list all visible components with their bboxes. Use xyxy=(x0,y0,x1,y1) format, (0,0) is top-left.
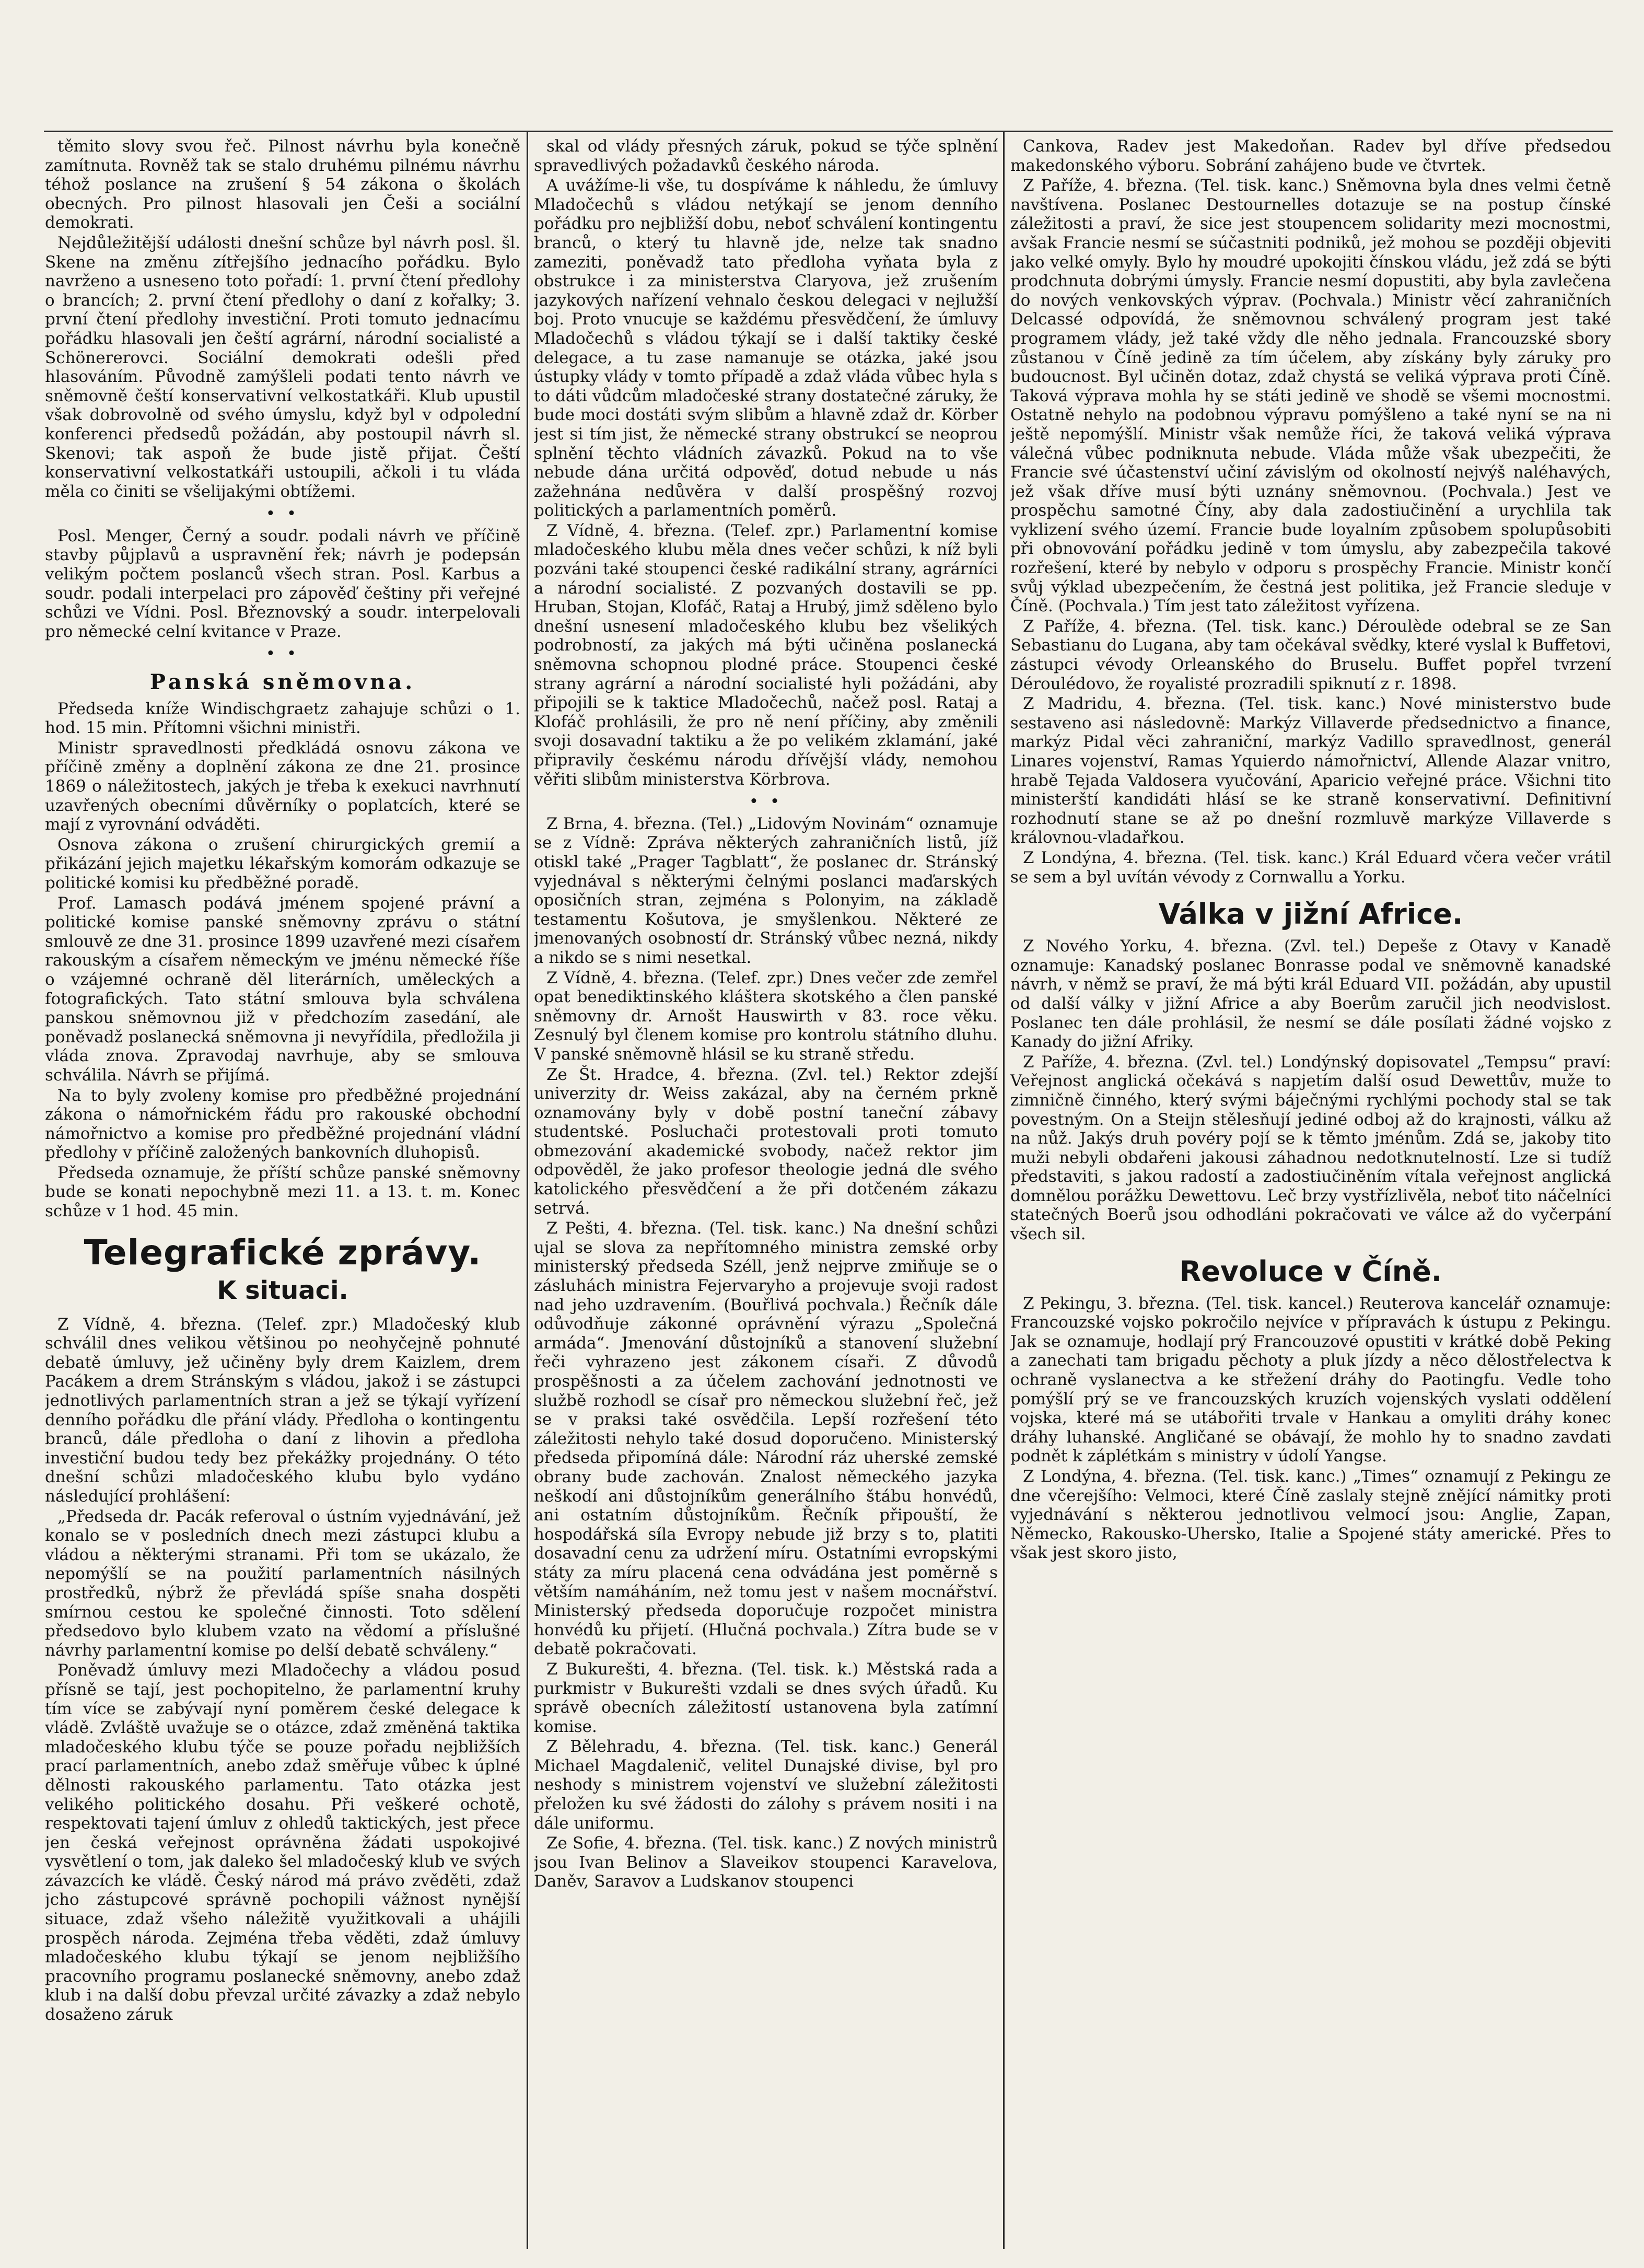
article-paragraph: Z Pešti, 4. března. (Tel. tisk. kanc.) Na dnešní schůzi ujal se slova za nepřítomného ministra zemské orby ministerský předseda Széll, jenž nejprve zmiňuje se o zásluhách ministra Fejervaryho a projevuje svoji radost nad jeho uzdravením. (Bouřlivá pochvala.) Řečník dále odůvodňuje zákonné oprávnění výrazu „Společná armáda“. Jmenování důstojníků a stanovení služební řeči vyhrazeno jest zákonem císaři. Z důvodů prospěšnosti a za účelem zachování jednotnosti ve službě rozhodl se císař pro německou služební řeč, jež se v praksi také osvědčila. Lepší rozřešení této záležitosti nehylo také dosud doporučeno. Ministerský předseda připomíná dále: Národní ráz uherské zemské obrany bude zachován. Znalost německého jazyka neškodí ani důstojníkům generálního štábu honvédů, ani ostatním důstojníkům. Řečník připouští, že hospodářská síla Evropy nebude již brzy s to, platiti dosavadní cenu za udržení míru. Ostatními evropskými státy za míru placená cena odvádána jest poměrně s větším namáháním, než tomu jest v našem mocnářství. Ministerský předseda doporučuje rozpočet ministra honvédů ku přijetí. (Hlučná pochvala.) Zítra bude se v debatě pokračovati. xyxy=(534,1219,998,1659)
column-divider-left xyxy=(527,132,528,2249)
section-heading: Panská sněmovna. xyxy=(149,670,416,695)
article-paragraph: Předseda oznamuje, že příští schůze panské sněmovny bude se konati nepochybně mezi 11. a 13. t. m. Konec schůze v 1 hod. 45 min. xyxy=(45,1163,520,1221)
article-paragraph: těmito slovy svou řeč. Pilnost návrhu byla konečně zamítnuta. Rovněž tak se stalo druhému pilnému návrhu téhož poslance na zrušení § 54 zákona o školách obecných. Pro pilnost hlasovali jen Češi a sociální demokrati. xyxy=(45,137,520,232)
article-paragraph: Z Vídně, 4. března. (Telef. zpr.) Mladočeský klub schválil dnes velikou většinou po neohyčejně pohnuté debatě úmluvy, jež učiněny byly drem Kaizlem, drem Pacákem a drem Stránským s vládou, jakož i se zástupci jednotlivých parlamentních stran a jež se týkají vyřízení denního pořádku dle přání vlády. Předloha o kontingentu branců, dále předloha o daní z lihovin a předloha investiční budou tedy bez překážky projednány. O této dnešní schůzi mladočeského klubu bylo vydáno následující prohlášení: xyxy=(45,1315,520,1506)
separator-dots: • • xyxy=(265,644,300,664)
article-paragraph: Z Vídně, 4. března. (Telef. zpr.) Parlamentní komise mladočeského klubu měla dnes večer schůzi, k níž byli pozváni také stoupenci české radikální strany, agrárníci a národní socialisté. Z pozvaných dostavili se pp. Hruban, Stojan, Klofáč, Rataj a Hrubý, jimž sděleno bylo dnešní usnesení mladočeského klubu bez všelikých podrobností, za jakých má býti učiněna poslanecká sněmovna schopnou plodné práce. Stoupenci české strany agrární a národní socialisté hyli požádáni, aby připojili se k taktice Mladočechů, načež posl. Rataj a Klofáč prohlásili, že pro ně není příčiny, aby změnili svoji dosavadní taktiku a že po velikém zklamání, jaké připravily českému národu dřívější vlády, nemohou věřiti slibům ministerstva Körbrova. xyxy=(534,521,998,789)
column-divider-right xyxy=(1003,132,1005,2249)
separator-dots: • • xyxy=(265,504,300,524)
article-paragraph: Ze Št. Hradce, 4. března. (Zvl. tel.) Rektor zdejší univerzity dr. Weiss zakázal, aby na černém prkně oznamovány byly v době postní taneční zábavy studentské. Posluchači protestovali proti tomuto obmezování akademické svobody, načež rektor jim odpověděl, že jako profesor theologie jedná dle svého katolického přesvědčení a že při dotčeném zákazu setrvá. xyxy=(534,1065,998,1218)
section-headline: Telegrafické zprávy. xyxy=(84,1232,482,1273)
article-paragraph: Z Londýna, 4. března. (Tel. tisk. kanc.) „Times“ oznamují z Pekingu ze dne včerejšího: Velmoci, které Číně zaslaly stejně znějící námitky proti vyjednávání s některou jednotlivou velmocí jsou: Anglie, Zapan, Německo, Rakousko-Uhersko, Italie a Spojené státy americké. Přes to však jest skoro jisto, xyxy=(1010,1467,1611,1563)
article-paragraph: Z Madridu, 4. března. (Tel. tisk. kanc.) Nové ministerstvo bude sestaveno asi následovně: Markýz Villaverde předsednictvo a finance, markýz Pidal věci zahraniční, markýz Vadillo spravedlnost, generál Linares vojenství, Ramas Yquierdo námořnictví, Allende Alazar vnitro, hrabě Tejada Valdosera vyučování, Aparicio veřejné práce. Všichni tito ministerští kandidáti hlásí se ke straně konservativní. Definitivní rozhodnutí stane se až po dnešní rozmluvě markýze Villaverde s královnou-vladařkou. xyxy=(1010,694,1611,847)
article-paragraph: Z Bělehradu, 4. března. (Tel. tisk. kanc.) Generál Michael Magdalenič, velitel Dunajské divise, byl pro neshody s ministrem vojenství ve služební záležitosti přeložen ku své žádosti do zálohy s právem nositi i na dále uniformu. xyxy=(534,1737,998,1833)
article-paragraph: Předseda kníže Windischgraetz zahajuje schůzi o 1. hod. 15 min. Přítomni všichni ministři. xyxy=(45,699,520,738)
article-paragraph: Z Pekingu, 3. března. (Tel. tisk. kancel.) Reuterova kancelář oznamuje: Francouzské vojsko pokročilo nejvíce v přípravách k ústupu z Pekingu. Jak se oznamuje, hodlají prý Francouzové opustiti v krátké době Peking a zanechati tam brigadu pěchoty a pluk jízdy a něco dělostřelectva k ochraně vyslanectva a ke střežení dráhy do Paotingfu. Vedle toho pomýšlí prý se ve francouzských kruzích vojenských vyslati oddělení vojska, které má se utábořiti trvale v Hankau a omyliti dráhy konec dráhy luhanské. Angličané se obávají, že mohlo hy to snadno zavdati podnět k záplétkám s ministry v údolí Yangse. xyxy=(1010,1294,1611,1466)
article-paragraph: Prof. Lamasch podává jménem spojené právní a politické komise panské sněmovny zprávu o státní smlouvě ze dne 31. prosince 1899 uzavřené mezi císařem rakouským a císařem německým ve jménu německé říše o vzájemné ochraně děl literárních, uměleckých a fotografických. Tato státní smlouva byla schválena panskou sněmovnou již v předchozím zasedání, ale poněvadž poslanecká sněmovna ji nevyřídila, předložila ji vláda znova. Zpravodaj navrhuje, aby se smlouva schválila. Návrh se přijímá. xyxy=(45,893,520,1085)
article-paragraph: skal od vlády přesných záruk, pokud se týče splnění spravedlivých požadavků českého národa. xyxy=(534,137,998,175)
article-paragraph: Z Paříže, 4. března. (Tel. tisk. kanc.) Déroulède odebral se ze San Sebastianu do Lugana, aby tam očekával svědky, které vyslal k Buffetovi, zástupci vévody Orleanského do Bruselu. Buffet popřel tvrzení Déroulédovo, že royalisté prozradili spiknutí z r. 1898. xyxy=(1010,617,1611,693)
article-paragraph: Z Vídně, 4. března. (Telef. zpr.) Dnes večer zde zemřel opat benediktinského kláštera skotského a člen panské sněmovny dr. Arnošt Hauswirth v 83. roce věku. Zesnulý byl členem komise pro kontrolu státního dluhu. V panské sněmovně hlásil se ku straně středu. xyxy=(534,968,998,1064)
separator-dots: • • xyxy=(749,792,783,811)
column-2 xyxy=(534,137,998,2248)
article-paragraph: Z Paříže, 4. března. (Zvl. tel.) Londýnský dopisovatel „Tempsu“ praví: Veřejnost anglická očekává s napjetím další osud Dewettův, muže to zimničně činného, který svými báječnými rychlými pochody stal se tak povestným. On a Steijn stělesňují jediné odboj až do krajnosti, válku až na nůž. Jakýs druh povéry pojí se k těmto jménům. Zdá se, jakoby tito muži nebyli obdařeni jakousi záhadnou nedotknutelností. Lze si tudíž představiti, s jakou radostí a zadostiučiněním vítala veřejnost anglická domnělou porážku Dewettovu. Leč brzy vystřízlivěla, neboť tito náčelníci statečných Boerů jsou odhodláni pokračovati ve válce až do vyčerpání všech sil. xyxy=(1010,1052,1611,1244)
article-paragraph: Osnova zákona o zrušení chirurgických gremií a přikázání jejich majetku lékařským komorám odkazuje se politické komisi ku předběžné poradě. xyxy=(45,835,520,892)
article-paragraph: „Předseda dr. Pacák referoval o ústním vyjednávání, jež konalo se v posledních dnech mezi zástupci klubu a vládou a některými stranami. Při tom se ukázalo, že nepomýšlí se na použití parlamentních násilných prostředků, nýbrž že převládá spíše snaha dospěti smírnou cestou ke společné činnosti. Toto sdělení předsedovo bylo klubem vzato na vědomí a příslušné návrhy parlamentní komise po delší debatě schváleny.“ xyxy=(45,1507,520,1660)
article-paragraph: Z Bukurešti, 4. března. (Tel. tisk. k.) Městská rada a purkmistr v Bukurešti vzdali se dnes svých úřadů. Ku správě obecních záležitostí ustanovena byla zatímní komise. xyxy=(534,1659,998,1736)
section-headline: Revoluce v Číně. xyxy=(1179,1254,1442,1288)
section-subheadline: K situaci. xyxy=(217,1275,348,1305)
article-paragraph: Poněvadž úmluvy mezi Mladočechy a vládou posud přísně se tají, jest pochopitelno, že parlamentní kruhy tím více se zabývají nyní poměrem české delegace k vládě. Zvláště uvažuje se o otázce, zdaž změněná taktika mladočeského klubu týče se pouze pořadu nejbližších prací parlamentních, anebo zdaž směřuje vůbec k úplné dělnosti rakouského parlamentu. Tato otázka jest velikého politického dosahu. Při veškeré ochotě, respektovati tajení úmluv z ohledů taktických, jest přece jen česká veřejnost oprávněna žádati uspokojivé vysvětlení o tom, jak daleko šel mladočeský klub ve svých závazcích ke vládě. Český národ má právo zvěděti, zdaž jcho zástupcové správně pochopili vážnost nynější situace, zdaž všeho náležitě využitkovali a uhájili prospěch národa. Zejména třeba věděti, zdaž úmluvy mladočeského klubu týkají se jenom nejbližšího pracovního programu poslanecké sněmovny, anebo zdaž klub i na další dobu převzal určité závazky a zdaž nebylo dosaženo záruk xyxy=(45,1661,520,2025)
top-rule xyxy=(44,131,1613,132)
article-paragraph: Z Paříže, 4. března. (Tel. tisk. kanc.) Sněmovna byla dnes velmi četně navštívena. Poslanec Destournelles dotazuje se na postup čínské záležitosti a praví, že sice jest stoupencem solidarity mezi mocnostmi, avšak Francie nesmí se súčastniti podniků, jež mohou se později objeviti jako velké omyly. Bylo hy moudré upokojiti čínskou vládu, jež zdá se býti prodchnuta dobrými úmysly. Francie nesmí dopustiti, aby byla zavlečena do nových venkovských výprav. (Pochvala.) Ministr věcí zahraničních Delcassé odpovídá, že sněmovnou schválený program jest také programem vlády, jež také vždy dle něho jednala. Francouzské sbory zůstanou v Číně jedině za tím účelem, aby získány byly záruky pro budoucnost. Byl učiněn dotaz, zdaž chystá se veliká výprava proti Číně. Taková výprava mohla hy se státi jedině ve shodě se všemi mocnostmi. Ostatně nehylo na podobnou výpravu pomýšleno a také nyní se na ni ještě nepomýšlí. Ministr však nemůže říci, že taková veliká výprava válečná vůbec podniknuta nebude. Vláda může však ubezpečiti, že Francie své účastenství učiní závislým od okolností nejvýš naléhavých, jež však dříve musí býti uznány sněmovnou. (Pochvala.) Jest ve prospěchu samotné Číny, aby dala zadostiučinění a urychlila tak vyklizení svého území. Francie bude loyalním způsobem spolupůsobiti při obnovování pořádku jedině v tom úmyslu, aby zabezpečila takové rozřešení, které by nebylo v odporu s prospěchy Francie. Ministr končí svůj výklad ubezpečením, že čestná jest politika, jež Francie sleduje v Číně. (Pochvala.) Tím jest tato záležitost vyřízena. xyxy=(1010,176,1611,616)
article-paragraph: Ministr spravedlnosti předkládá osnovu zákona ve příčině změny a doplnění zákona ze dne 21. prosince 1869 o náležitostech, jakých je třeba k exekuci navrhnutí uzavřených obecními důvěrníky o poplatcích, které se mají z vyrovnání odváděti. xyxy=(45,738,520,834)
article-paragraph: Ze Sofie, 4. března. (Tel. tisk. kanc.) Z nových ministrů jsou Ivan Belinov a Slaveikov stoupenci Karavelova, Daněv, Saravov a Ludskanov stoupenci xyxy=(534,1834,998,1891)
article-paragraph: Nejdůležitější události dnešní schůze byl návrh posl. šl. Skene na změnu zítřejšího jednacího pořádku. Bylo navrženo a usneseno toto pořadí: 1. první čtení předlohy o brancích; 2. první čtení předlohy o daní z kořalky; 3. první čtení předlohy investiční. Proti tomuto jednacímu pořádku hlasovali jen čeští agrární, národní socialisté a Schönererovci. Sociální demokrati odešli před hlasováním. Původně zamýšleli podati tento návrh ve sněmovně čeští konservativní velkostatkáři. Klub upustil však dobrovolně od svého úmyslu, když byl v odpolední konferenci předsedů požádán, aby postoupil návrh sl. Skenovi; tak aspoň že bude jistě přijat. Čeští konservativní velkostatkáři ustoupili, ačkoli i tu vláda měla co činiti se všelijakými obtížemi. xyxy=(45,233,520,501)
article-paragraph: Z Nového Yorku, 4. března. (Zvl. tel.) Depeše z Otavy v Kanadě oznamuje: Kanadský poslanec Bonrasse podal ve sněmovně kanadské návrh, v němž se praví, že má býti král Eduard VII. požádán, aby upustil od další války v jižní Africe a aby Boerům zaručil jich neodvislost. Poslanec ten dále prohlásil, že nesmí se dále posílati žádné vojsko z Kanady do jižní Afriky. xyxy=(1010,937,1611,1052)
article-paragraph: Z Londýna, 4. března. (Tel. tisk. kanc.) Král Eduard včera večer vrátil se sem a byl uvítán vévody z Cornwallu a Yorku. xyxy=(1010,848,1611,887)
column-3 xyxy=(1010,137,1611,2248)
article-paragraph: A uvážíme-li vše, tu dospíváme k náhledu, že úmluvy Mladočechů s vládou netýkají se jenom denního pořádku pro nejbližší dobu, neboť schválení kontingentu branců, o který tu hlavně jde, nelze tak snadno zameziti, poněvadž tato předloha vyňata byla z obstrukce i za ministerstva Claryova, jež zrušením jazykových nařízení vehnalo českou delegaci v nejlužší boj. Proto vnucuje se každému přesvědčení, že úmluvy Mladočechů s vládou týkají se i další taktiky české delegace, a tu zase namanuje se otázka, jaké jsou ústupky vlády v tomto případě a zdaž vláda vůbec hyla s to dáti vůdcům mladočeské strany dostatečné záruky, že bude moci dostáti svým slibům a hlavně zdaž dr. Körber jest si tím jist, že německé strany obstrukcí se neoprou splnění těchto vládních závazků. Pokud na to vše nebude dána určitá odpověď, dotud nebude u nás zažehnána nedůvěra v další prospěšný rozvoj politických a parlamentních poměrů. xyxy=(534,176,998,520)
article-paragraph: Posl. Menger, Černý a soudr. podali návrh ve příčině stavby půjplavů a uspravnění řek; návrh je podepsán velikým počtem poslanců všech stran. Posl. Karbus a soudr. podali interpelaci pro zápověď češtiny při veřejné schůzi ve Vídni. Posl. Březnovský a soudr. interpelovali pro německé celní kvitance v Praze. xyxy=(45,526,520,641)
article-paragraph: Na to byly zvoleny komise pro předběžné projednání zákona o námořnickém řádu pro rakouské obchodní námořnictvo a komise pro předběžné projednání vládní předlohy v příčině založených bankovních dluhopisů. xyxy=(45,1086,520,1162)
column-1 xyxy=(45,137,520,2248)
article-paragraph: Z Brna, 4. března. (Tel.) „Lidovým Novinám“ oznamuje se z Vídně: Zpráva některých zahraničních listů, jíž otiskl také „Prager Tagblatt“, že poslanec dr. Stránský vyjednával s některými čelnými poslanci maďarských oposičních stran, zejména s Polonyim, na základě testamentu Košutova, je smyšlenkou. Některé ze jmenovaných osobností dr. Stránský vůbec nezná, nikdy a nikdo se s nimi nesetkal. xyxy=(534,814,998,967)
section-headline: Válka v jižní Africe. xyxy=(1158,898,1463,931)
article-paragraph: Cankova, Radev jest Makedoňan. Radev byl dříve předsedou makedonského výboru. Sobrání zahájeno bude ve čtvrtek. xyxy=(1010,137,1611,175)
